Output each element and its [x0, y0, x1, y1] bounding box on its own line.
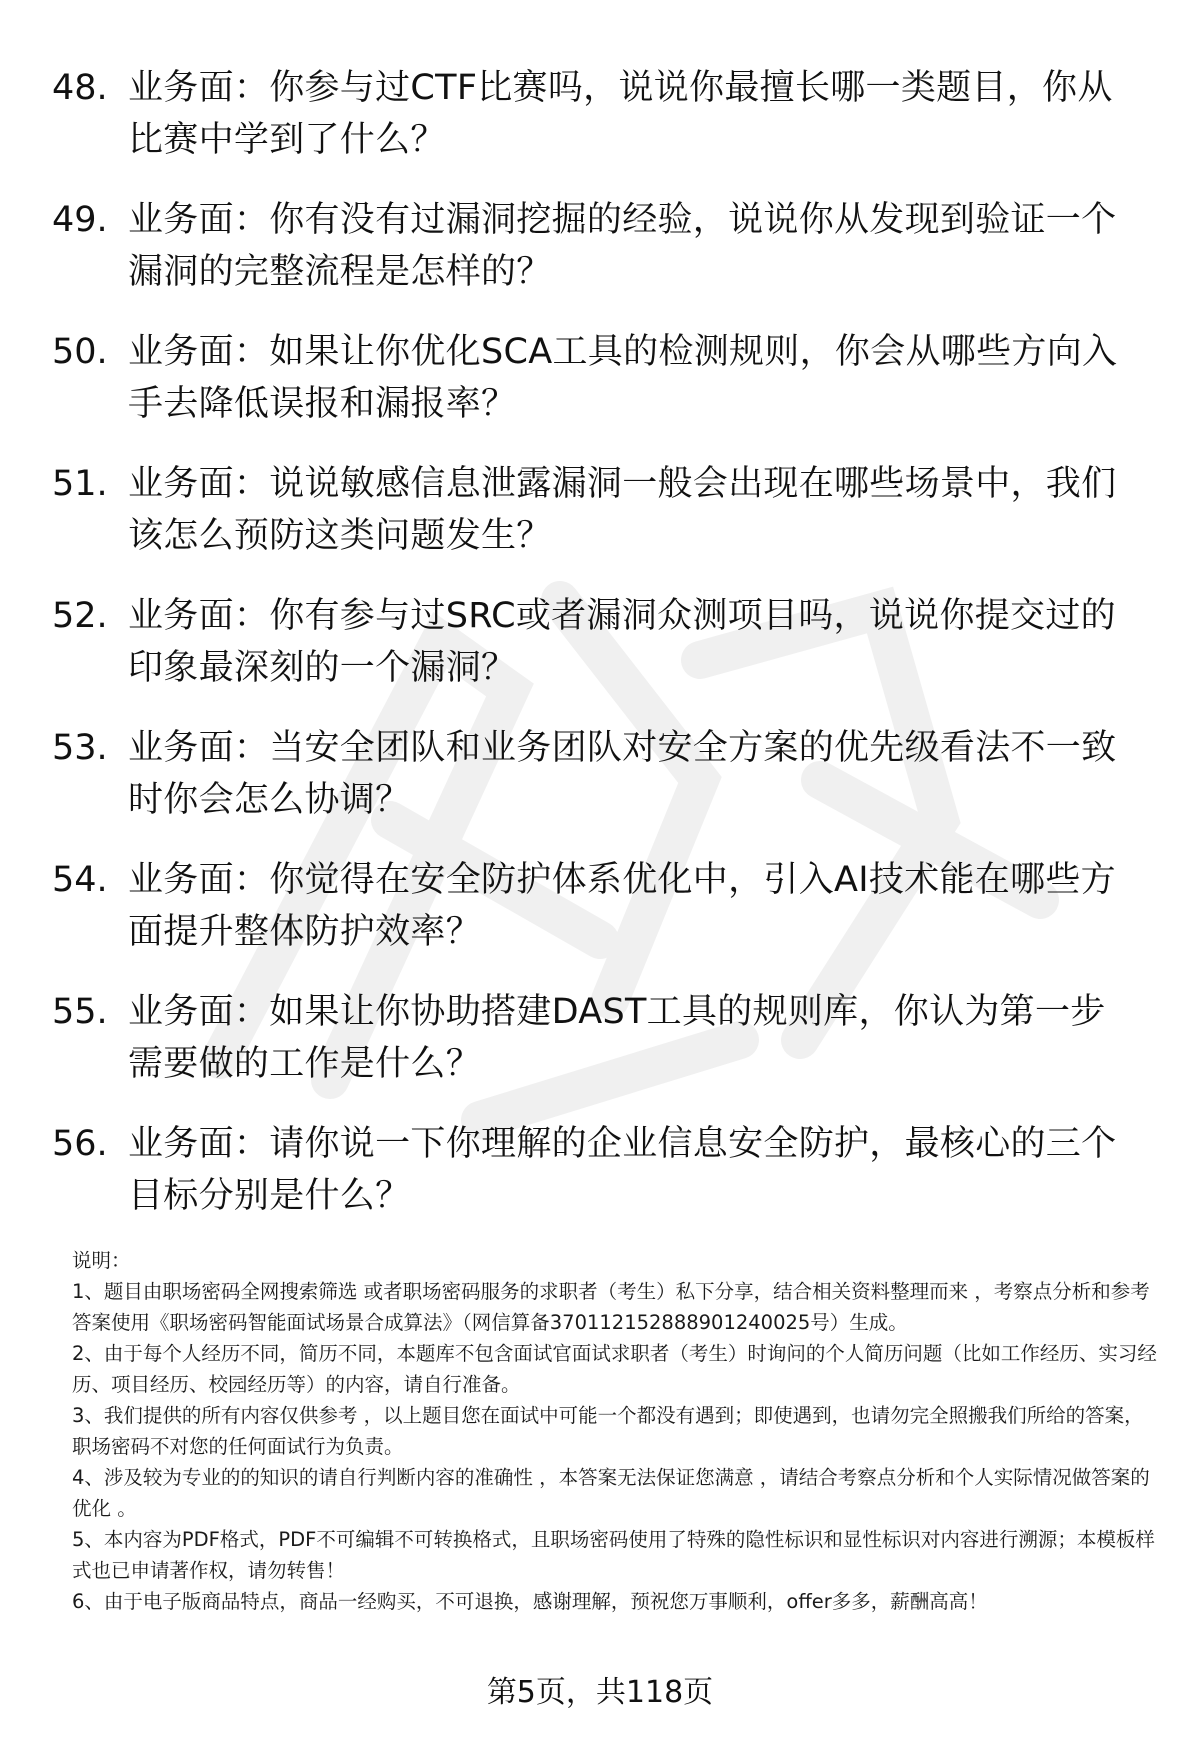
question-item	[0, 326, 1200, 458]
question-text: 业务面：你参与过CTF比赛吗，说说你最擅长哪一类题目，你从比赛中学到了什么？	[128, 68, 1113, 160]
question-item	[0, 194, 1200, 326]
question-text: 业务面：当安全团队和业务团队对安全方案的优先级看法不一致时你会怎么协调？	[128, 728, 1117, 820]
question-number: 54.	[52, 860, 108, 900]
question-text: 业务面：说说敏感信息泄露漏洞一般会出现在哪些场景中，我们该怎么预防这类问题发生？	[128, 464, 1117, 556]
question-number: 50.	[52, 332, 108, 372]
note-item: 6、由于电子版商品特点，商品一经购买，不可退换，感谢理解，预祝您万事顺利，offer多多，薪酬高高！	[72, 1590, 988, 1613]
note-item: 1、题目由职场密码全网搜索筛选 或者职场密码服务的求职者（考生）私下分享，结合相关资料整理而来 ，考察点分析和参考答案使用《职场密码智能面试场景合成算法》（网信算备370112152888901240025号）生成。	[72, 1280, 1150, 1334]
question-number: 55.	[52, 992, 108, 1032]
question-number: 51.	[52, 464, 108, 504]
question-item	[0, 458, 1200, 590]
question-text: 业务面：请你说一下你理解的企业信息安全防护，最核心的三个目标分别是什么？	[128, 1124, 1117, 1216]
question-item	[0, 986, 1200, 1118]
question-item	[0, 62, 1200, 194]
question-item	[0, 854, 1200, 986]
note-item: 4、涉及较为专业的的知识的请自行判断内容的准确性 ，本答案无法保证您满意 ，请结合考察点分析和个人实际情况做答案的优化 。	[72, 1466, 1150, 1520]
question-number: 48.	[52, 68, 108, 108]
question-number: 53.	[52, 728, 108, 768]
question-number: 56.	[52, 1124, 108, 1164]
notes-title: 说明：	[72, 1249, 131, 1272]
question-item	[0, 722, 1200, 854]
page-number: 第5页，共118页	[486, 1675, 714, 1710]
notes-section	[72, 1245, 1157, 1617]
question-text: 业务面：你有参与过SRC或者漏洞众测项目吗，说说你提交过的印象最深刻的一个漏洞？	[128, 596, 1116, 688]
question-text: 业务面：你有没有过漏洞挖掘的经验，说说你从发现到验证一个漏洞的完整流程是怎样的？	[128, 200, 1117, 292]
question-item	[0, 590, 1200, 722]
question-item	[0, 1118, 1200, 1250]
question-number: 49.	[52, 200, 108, 240]
question-text: 业务面：如果让你协助搭建DAST工具的规则库，你认为第一步需要做的工作是什么？	[128, 992, 1106, 1084]
note-item: 3、我们提供的所有内容仅供参考 ，以上题目您在面试中可能一个都没有遇到；即使遇到，也请勿完全照搬我们所给的答案，职场密码不对您的任何面试行为负责。	[72, 1404, 1144, 1458]
question-number: 52.	[52, 596, 108, 636]
question-text: 业务面：你觉得在安全防护体系优化中，引入AI技术能在哪些方面提升整体防护效率？	[128, 860, 1116, 952]
question-text: 业务面：如果让你优化SCA工具的检测规则，你会从哪些方向入手去降低误报和漏报率？	[128, 332, 1118, 424]
note-item: 5、本内容为PDF格式，PDF不可编辑不可转换格式，且职场密码使用了特殊的隐性标识和显性标识对内容进行溯源；本模板样式也已申请著作权，请勿转售！	[72, 1528, 1155, 1582]
note-item: 2、由于每个人经历不同，简历不同，本题库不包含面试官面试求职者（考生）时询问的个人简历问题（比如工作经历、实习经历、项目经历、校园经历等）的内容，请自行准备。	[72, 1342, 1157, 1396]
question-list	[0, 62, 1200, 1250]
